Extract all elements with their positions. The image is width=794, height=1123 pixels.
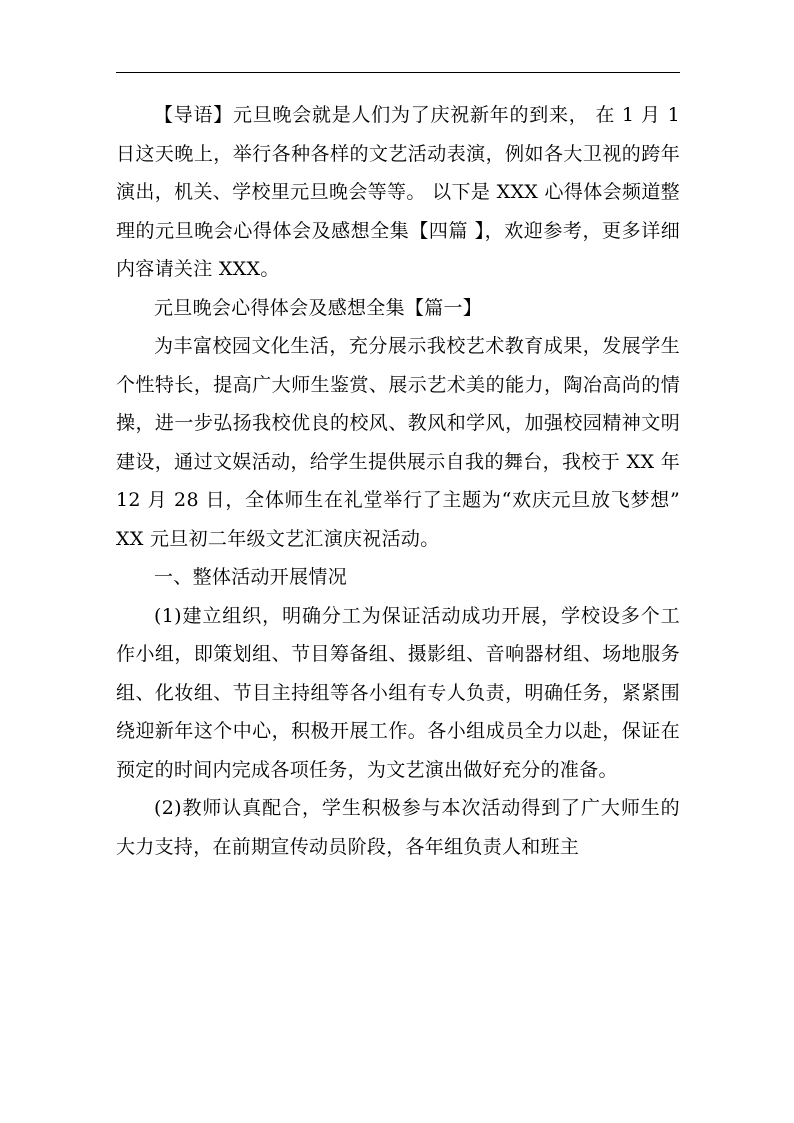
- body-paragraph: 为丰富校园文化生活，充分展示我校艺术教育成果，发展学生个性特长，提高广大师生鉴赏、展示艺术美的能力，陶冶高尚的情操，进一步弘扬我校优良的校风、教风和学风，加强校园精神文明建设，通过文娱活动，给学生提供展示自我的舞台，我校于 XX 年 12 月 28 日，全体师生在礼堂举行了主题为“欢庆元旦放飞梦想”XX 元旦初二年级文艺汇演庆祝活动。: [116, 335, 680, 550]
- intro-paragraph: 【导语】元旦晚会就是人们为了庆祝新年的到来， 在 1 月 1 日这天晚上，举行各种各样的文艺活动表演，例如各大卫视的跨年演出，机关、学校里元旦晚会等等。 以下是 XXX 心得体会频道整理的元旦晚会心得体会及感想全集【四篇 】，欢迎参考，更多详细内容请关注 XXX。: [116, 104, 680, 280]
- document-body: [116, 96, 680, 866]
- body-paragraph: (2)教师认真配合，学生积极参与本次活动得到了广大师生的大力支持，在前期宣传动员阶段，各年组负责人和班主: [116, 797, 680, 858]
- section-title: 元旦晚会心得体会及感想全集【篇一】: [154, 296, 483, 319]
- body-paragraph: (1)建立组织，明确分工为保证活动成功开展，学校设多个工作小组，即策划组、节目筹备组、摄影组、音响器材组、场地服务组、化妆组、节目主持组等各小组有专人负责，明确任务，紧紧围绕迎新年这个中心，积极开展工作。各小组成员全力以赴，保证在预定的时间内完成各项任务，为文艺演出做好充分的准备。: [116, 604, 680, 781]
- header-rule: [116, 72, 680, 73]
- section-heading: 一、整体活动开展情况: [154, 566, 348, 588]
